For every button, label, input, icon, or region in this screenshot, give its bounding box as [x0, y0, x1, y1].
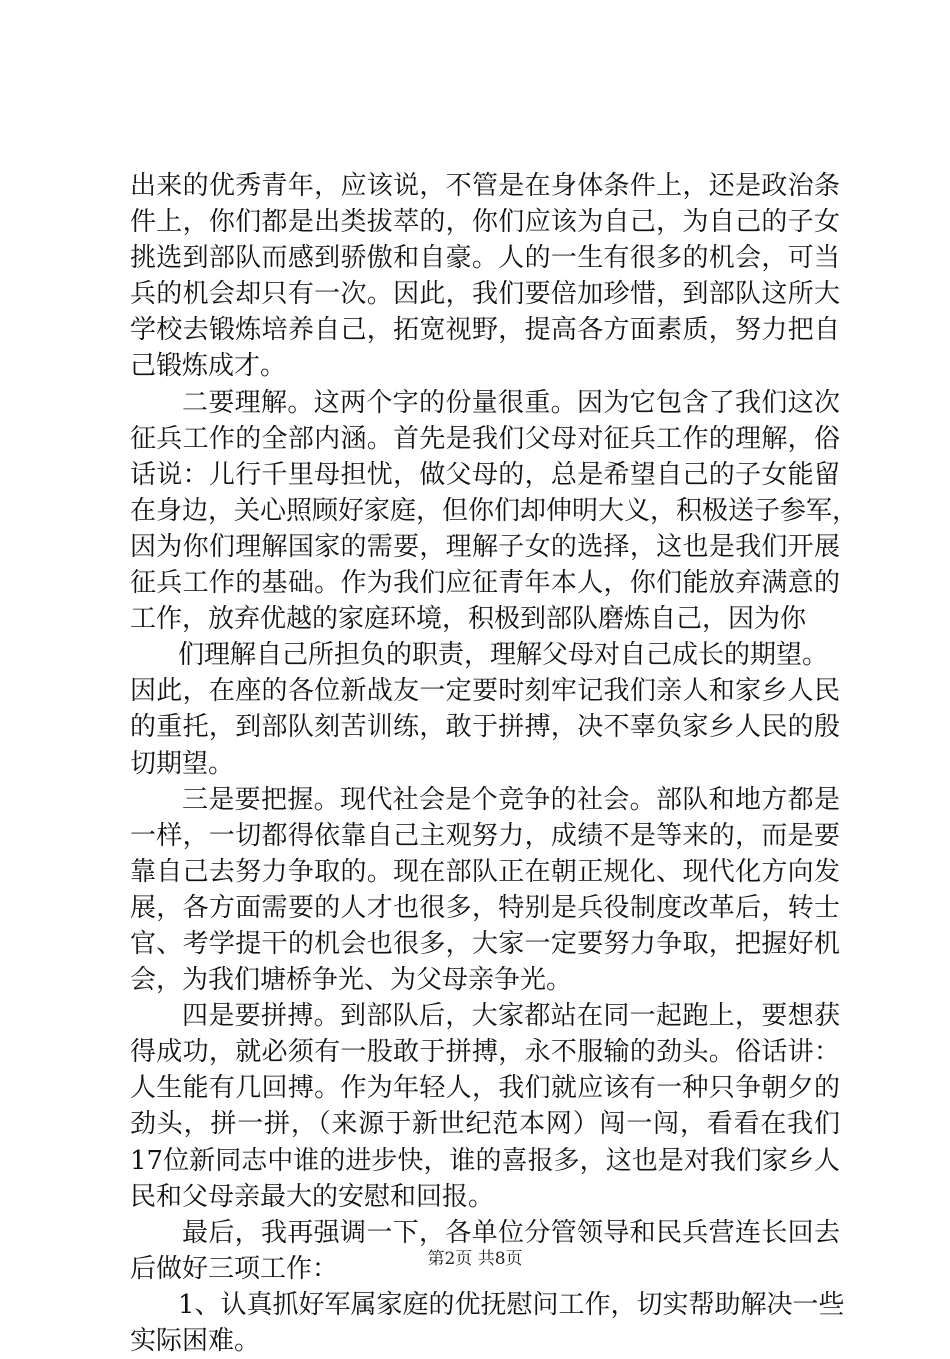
- paragraph-start-line: 最后，我再强调一下，各单位分管领导和民兵营连长回去: [182, 1217, 840, 1248]
- text-line: 因为你们理解国家的需要，理解子女的选择，这也是我们开展: [130, 531, 840, 562]
- text-line: 征兵工作的基础。作为我们应征青年本人，你们能放弃满意的: [130, 568, 840, 599]
- text-line: 学校去锻炼培养自己，拓宽视野，提高各方面素质，努力把自: [130, 315, 840, 346]
- paragraph-start-line: 二要理解。这两个字的份量很重。因为它包含了我们这次: [182, 387, 840, 418]
- document-body: [130, 168, 859, 1359]
- text-line: 切期望。: [130, 748, 235, 779]
- paragraph-start-line: 四是要拼搏。到部队后，大家都站在同一起跑上，要想获: [182, 1001, 840, 1032]
- text-line: 靠自己去努力争取的。现在部队正在朝正规化、现代化方向发: [130, 856, 840, 887]
- text-line: 兵的机会却只有一次。因此，我们要倍加珍惜，到部队这所大: [130, 279, 840, 310]
- text-line: 人生能有几回搏。作为年轻人，我们就应该有一种只争朝夕的: [130, 1073, 840, 1104]
- text-line: 实际困难。: [130, 1326, 261, 1356]
- text-line: 己锻炼成才。: [130, 351, 287, 382]
- text-line: 征兵工作的全部内涵。首先是我们父母对征兵工作的理解，俗: [130, 423, 840, 454]
- text-line: 件上，你们都是出类拔萃的，你们应该为自己，为自己的子女: [130, 207, 840, 238]
- text-line: 17位新同志中谁的进步快，谁的喜报多，这也是对我们家乡人: [130, 1145, 840, 1176]
- text-line: 劲头，拼一拼，（来源于新世纪范本网）闯一闯，看看在我们: [130, 1109, 840, 1140]
- text-line: 出来的优秀青年，应该说，不管是在身体条件上，还是政治条: [130, 171, 840, 201]
- text-line: 工作，放弃优越的家庭环境，积极到部队磨炼自己，因为你: [130, 604, 807, 635]
- text-line: 展，各方面需要的人才也很多，特别是兵役制度改革后，转士: [130, 892, 840, 923]
- text-line: 话说：儿行千里母担忧，做父母的，总是希望自己的子女能留: [130, 459, 840, 490]
- text-line: 因此，在座的各位新战友一定要时刻牢记我们亲人和家乡人民: [130, 676, 840, 707]
- text-line: 民和父母亲最大的安慰和回报。: [130, 1181, 495, 1212]
- text-line: 官、考学提干的机会也很多，大家一定要努力争取，把握好机: [130, 928, 840, 959]
- list-item-line: 1、认真抓好军属家庭的优抚慰问工作，切实帮助解决一些: [178, 1289, 845, 1320]
- page-number-footer: 第2页 共8页: [427, 1249, 523, 1269]
- text-line: 得成功，就必须有一股敢于拼搏，永不服输的劲头。俗话讲：: [130, 1037, 840, 1068]
- text-line: 的重托，到部队刻苦训练，敢于拼搏，决不辜负家乡人民的殷: [130, 712, 840, 743]
- text-line: 会，为我们塘桥争光、为父母亲争光。: [130, 965, 573, 996]
- text-line: 在身边，关心照顾好家庭，但你们却伸明大义，积极送子参军，: [130, 495, 859, 526]
- text-line: 一样，一切都得依靠自己主观努力，成绩不是等来的，而是要: [130, 820, 840, 851]
- text-line: 后做好三项工作：: [130, 1253, 339, 1284]
- paragraph-start-line: 三是要把握。现代社会是个竞争的社会。部队和地方都是: [182, 784, 840, 815]
- paragraph-start-line: 们理解自己所担负的职责，理解父母对自己成长的期望。: [178, 640, 829, 671]
- text-line: 挑选到部队而感到骄傲和自豪。人的一生有很多的机会，可当: [130, 243, 840, 274]
